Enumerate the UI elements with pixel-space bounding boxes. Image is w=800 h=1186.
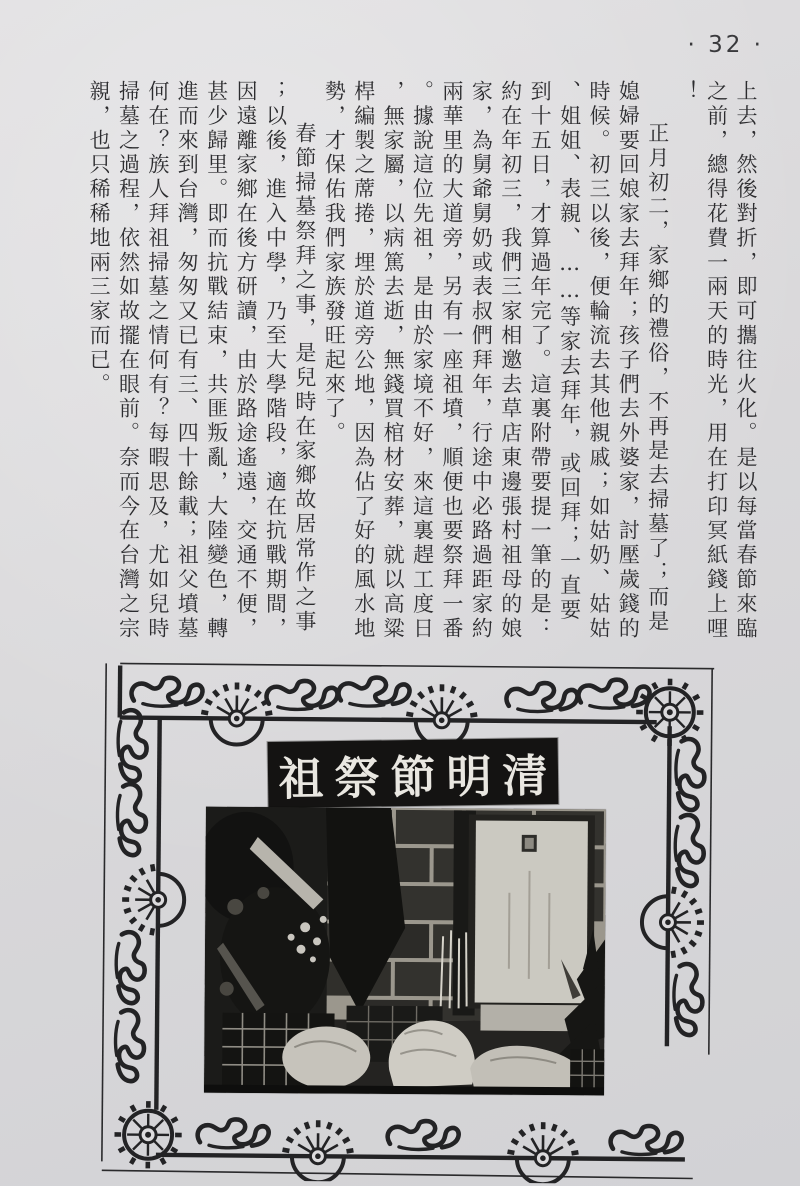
gravestone <box>467 814 595 1031</box>
wheel-medallion-icon <box>114 864 184 1169</box>
cloud-scroll-motif <box>115 710 147 1081</box>
cloud-scroll-motif <box>131 675 649 712</box>
page-number: · 32 · <box>687 32 764 58</box>
article-text <box>78 80 760 646</box>
paragraph: 上去，然後對折，即可攜往火化。是以每當春節來臨之前，總得花費一兩天的時光，用在打印冥紙錢上哩！ <box>675 80 758 642</box>
cloud-scroll-motif <box>674 739 705 1035</box>
paragraph: 正月初二，家鄉的禮俗，不再是去掃墓了；而是媳婦要回娘家去拜年；孩子們去外婆家，討壓歲錢的時候。初三以後，便輪流去其他親戚；如姑奶、姑姑、姐姐、表親、……等家去拜年，或回拜；一直要到十五日，才算過年完了。這裏附帶要提一筆的是：約在年初三，我們三家相邀去草店東邊張村祖母的娘家，為舅爺舅奶或表叔們拜年，行途中必路過距家約兩華里的大道旁，另有一座祖墳，順便也要祭拜一番。據說這位先祖，是由於家境不好，來這裏趕工度日，無家屬，以病篤去逝，無錢買棺材安葬，就以高粱桿編製之蓆捲，埋於道旁公地，因為佔了好的風水地勢，才保佑我們家族發旺起來了。 <box>322 80 670 642</box>
wheel-medallion-icon <box>642 886 705 958</box>
caption-banner <box>268 738 559 808</box>
caption-text: 祖祭節明清 <box>278 748 559 806</box>
paragraph: 春節掃墓祭拜之事，是兒時在家鄉故居常作之事；以後，進入中學，乃至大學階段，適在抗戰期間，因遠離家鄉在後方研讀，由於路途遙遠，交通不便，甚少歸里。即而抗戰結束，共匪叛亂，大陸變色，轉進而來到台灣，匆匆又已有三、四十餘載；祖父墳墓何在？族人拜祖掃墓之情何有？每暇思及，尤如兒時掃墓之過程，依然如故擺在眼前。奈而今在台灣之宗親，也只稀稀地兩三家而已。 <box>87 80 317 642</box>
memorial-photo <box>204 807 606 1096</box>
cloud-scroll-motif <box>198 1119 682 1155</box>
